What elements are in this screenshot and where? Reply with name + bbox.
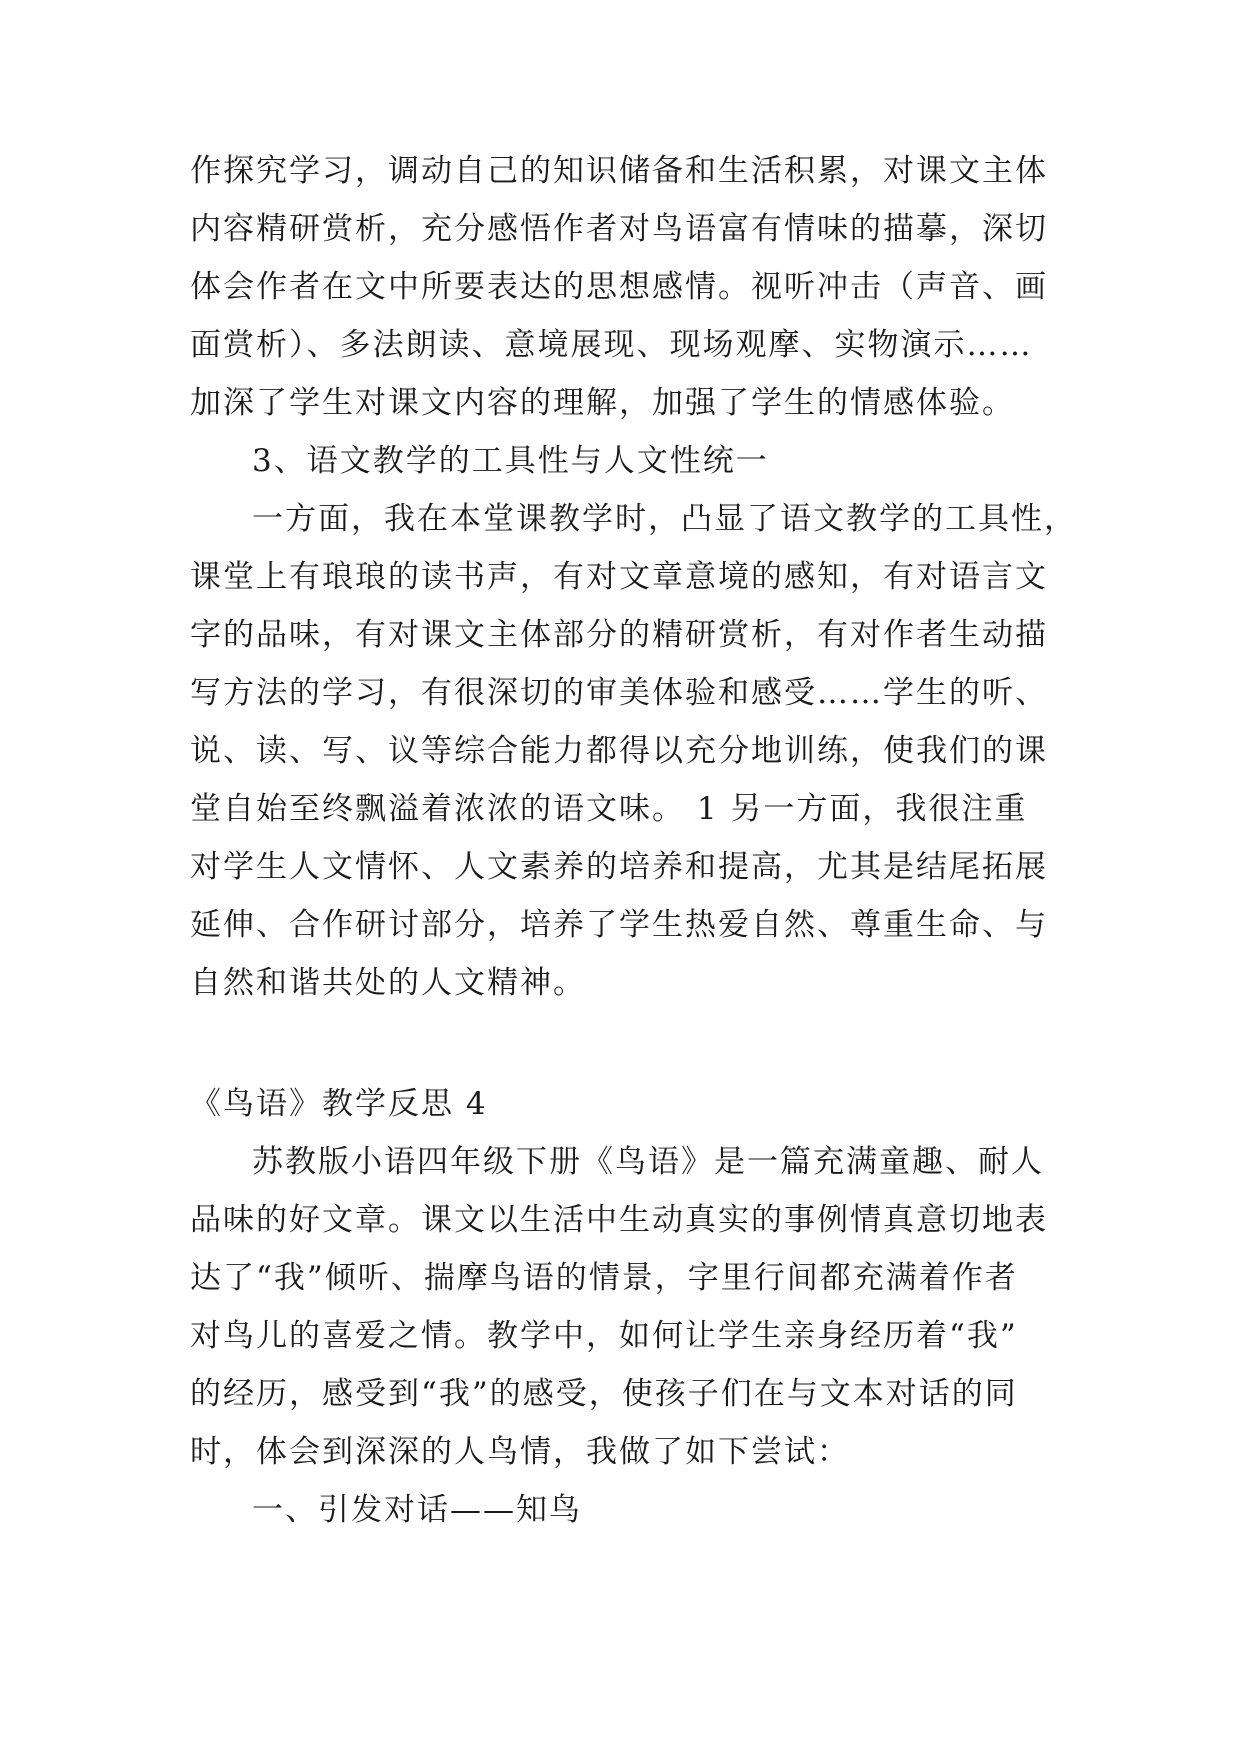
paragraph-line: 自然和谐共处的人文精神。 (190, 965, 586, 1001)
paragraph-line: 体会作者在文中所要表达的思想感情。视听冲击（声音、画 (190, 269, 1048, 305)
article-title: 《鸟语》教学反思 4 (190, 1086, 488, 1122)
paragraph-line: 苏教版小语四年级下册《鸟语》是一篇充满童趣、耐人 (252, 1144, 1044, 1180)
section-heading: 3、语文教学的工具性与人文性统一 (252, 443, 769, 479)
paragraph-line: 说、读、写、议等综合能力都得以充分地训练，使我们的课 (190, 733, 1048, 769)
paragraph-line: 对学生人文情怀、人文素养的培养和提高，尤其是结尾拓展 (190, 849, 1048, 885)
paragraph-line: 加深了学生对课文内容的理解，加强了学生的情感体验。 (190, 385, 1015, 421)
paragraph-line: 写方法的学习，有很深切的审美体验和感受……学生的听、 (190, 675, 1048, 711)
paragraph-line: 课堂上有琅琅的读书声，有对文章意境的感知，有对语言文 (190, 559, 1048, 595)
paragraph-line: 内容精研赏析，充分感悟作者对鸟语富有情味的描摹，深切 (190, 211, 1048, 247)
paragraph-line: 字的品味，有对课文主体部分的精研赏析，有对作者生动描 (190, 617, 1048, 653)
section-heading: 一、引发对话——知鸟 (252, 1492, 582, 1528)
paragraph-line: 品味的好文章。课文以生活中生动真实的事例情真意切地表 (190, 1202, 1048, 1238)
paragraph-line: 的经历，感受到“我”的感受，使孩子们在与文本对话的同 (190, 1376, 1018, 1412)
paragraph-line: 一方面，我在本堂课教学时，凸显了语文教学的工具性， (252, 501, 1077, 537)
paragraph-line: 时，体会到深深的人鸟情，我做了如下尝试： (190, 1434, 850, 1470)
paragraph-line: 面赏析）、多法朗读、意境展现、现场观摩、实物演示…… (190, 327, 1033, 363)
paragraph-line: 延伸、合作研讨部分，培养了学生热爱自然、尊重生命、与 (190, 907, 1048, 943)
paragraph-line: 对鸟儿的喜爱之情。教学中，如何让学生亲身经历着“我” (190, 1318, 1018, 1354)
paragraph-line: 达了“我”倾听、揣摩鸟语的情景，字里行间都充满着作者 (190, 1260, 1018, 1296)
paragraph-line: 堂自始至终飘溢着浓浓的语文味。 1 另一方面，我很注重 (190, 791, 1028, 827)
paragraph-line: 作探究学习，调动自己的知识储备和生活积累，对课文主体 (190, 153, 1048, 189)
